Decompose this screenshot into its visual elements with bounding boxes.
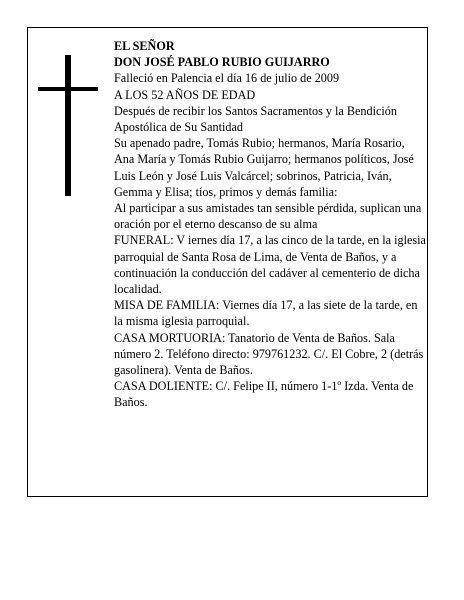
age-line: A LOS 52 AÑOS DE EDAD	[114, 87, 256, 102]
sacraments-paragraph: Después de recibir los Santos Sacramentos y la Bendición Apostólica de Su Santidad	[114, 103, 397, 135]
prayer-request-paragraph: Al participar a sus amistades tan sensible pérdida, suplican una oración por el eterno descanso de su alma	[114, 201, 422, 232]
mourning-house-paragraph: CASA DOLIENTE: C/. Felipe II, número 1-1º Izda. Venta de Baños.	[114, 379, 414, 410]
funeral-paragraph: FUNERAL: V iernes día 17, a las cinco de la tarde, en la iglesia parroquial de Santa Rosa de Lima, de Venta de Baños, y a continuación la conducción del cadáver al cementerio de dicha localidad.	[114, 233, 426, 297]
cross-icon-bar	[38, 87, 98, 91]
death-date-line: Falleció en Palencia el día 16 de julio de 2009	[114, 71, 340, 86]
notice-title: EL SEÑOR	[114, 39, 175, 53]
deceased-name: DON JOSÉ PABLO RUBIO GUIJARRO	[114, 55, 330, 70]
cross-icon	[65, 55, 71, 196]
family-mass-paragraph: MISA DE FAMILIA: Viernes día 17, a las siete de la tarde, en la misma iglesia parroquial.	[114, 298, 418, 329]
family-paragraph: Su apenado padre, Tomás Rubio; hermanos, María Rosario, Ana María y Tomás Rubio Guijarro; hermanos políticos, José Luis León y José Luis Valcárcel; sobrinos, Patricia, Iván, Gemma y Elisa; tíos, primos y demás familia:	[114, 136, 414, 199]
funeral-home-paragraph: CASA MORTUORIA: Tanatorio de Venta de Baños. Sala número 2. Teléfono directo: 979761232. C/. El Cobre, 2 (detrás gasolinera). Venta de Baños.	[114, 330, 424, 378]
notice-body	[114, 38, 426, 411]
